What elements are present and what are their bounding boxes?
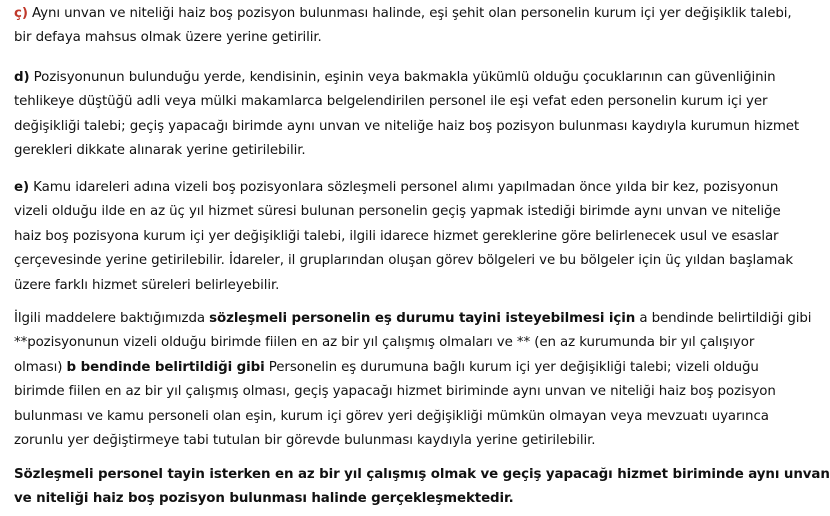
paragraph-summary-line-2: ve niteliği haiz boş pozisyon bulunması halinde gerçekleşmektedir. — [14, 491, 514, 507]
paragraph-e-line-2: vizeli olduğu ilde en az üç yıl hizmet süresi bulunan personelin geçiş yapmak istediği birimde aynı unvan ve niteliğe — [14, 204, 781, 220]
paragraph-d — [14, 66, 800, 164]
paragraph-c-line-1 — [14, 2, 792, 26]
paragraph-ilgili-line-4: birimde fiilen en az bir yıl çalışmış olması, geçiş yapacağı hizmet biriminde aynı unvan ve niteliği haiz boş pozisyon — [14, 384, 776, 400]
paragraph-ilgili-line-2: **pozisyonunun vizeli olduğu birimde fiilen en az bir yıl çalışmış olmaları ve ** (en az kurumunda bir yıl çalışıyor — [14, 335, 755, 351]
paragraph-ilgili-line-6: zorunlu yer değiştirmeye tabi tutulan bir görevde bulunması kaydıyla yerine getirilebilir. — [14, 433, 596, 449]
paragraph-d-line-3: değişikliği talebi; geçiş yapacağı birimde aynı unvan ve niteliğe haiz boş pozisyon bulunması kaydıyla kurumun hizmet — [14, 118, 800, 134]
ilgili-l3-bold: b bendinde belirtildiği gibi — [66, 359, 265, 375]
paragraph-e-marker: e) — [14, 180, 30, 195]
paragraph-d-line-4: gerekleri dikkate alınarak yerine getirilebilir. — [14, 143, 306, 159]
paragraph-ilgili-line-5: bulunması ve kamu personeli olan eşin, kurum içi görev yeri değişikliği mümkün olmayan veya mevzuatı uyarınca — [14, 408, 769, 424]
ilgili-l3-a: olması) — [14, 359, 67, 375]
paragraph-summary-line-1: Sözleşmeli personel tayin isterken en az bir yıl çalışmış olmak ve geçiş yapacağı hizmet biriminde aynı unvan — [14, 467, 830, 482]
paragraph-c-marker: ç) — [14, 6, 28, 21]
paragraph-e-line-1 — [14, 176, 779, 200]
paragraph-ilgili-line-1 — [14, 307, 812, 331]
paragraph-e-line-3: haiz boş pozisyona kurum içi yer değişikliği talebi, ilgili idarece hizmet gereklerine göre belirlenecek usul ve esaslar — [14, 228, 779, 244]
paragraph-e-line-5: üzere farklı hizmet süreleri belirleyebilir. — [14, 277, 280, 293]
ilgili-l1-c: a bendinde belirtildiği gibi — [635, 311, 812, 326]
ilgili-l1-bold: sözleşmeli personelin eş durumu tayini isteyebilmesi için — [209, 311, 636, 326]
paragraph-d-line-2: tehlikeye düştüğü adli veya mülki makamlarca belgelendirilen personel ile eşi vefat eden personelin kurum içi yer — [14, 94, 768, 110]
paragraph-summary — [14, 463, 830, 512]
ilgili-l1-a: İlgili maddelere baktığımızda — [14, 311, 210, 326]
paragraph-d-marker: d) — [14, 70, 30, 85]
paragraph-c — [14, 2, 792, 51]
ilgili-l3-c: Personelin eş durumuna bağlı kurum içi yer değişikliği talebi; vizeli olduğu — [264, 359, 759, 375]
paragraph-d-line-1 — [14, 66, 776, 90]
paragraph-d-text-1: Pozisyonunun bulunduğu yerde, kendisinin, eşinin veya bakmakla yükümlü olduğu çocuklarının can güvenliğinin — [29, 70, 776, 85]
paragraph-e-text-1: Kamu idareleri adına vizeli boş pozisyonlara sözleşmeli personel alımı yapılmadan önce yılda bir kez, pozisyonun — [29, 180, 779, 195]
paragraph-ilgili — [14, 307, 812, 453]
paragraph-c-line-2: bir defaya mahsus olmak üzere yerine getirilir. — [14, 30, 322, 46]
paragraph-e — [14, 176, 793, 298]
paragraph-c-text-1: Aynı unvan ve niteliği haiz boş pozisyon bulunması halinde, eşi şehit olan personelin kurum içi yer değişiklik talebi, — [27, 6, 792, 21]
paragraph-ilgili-line-3 — [14, 356, 770, 380]
paragraph-e-line-4: çerçevesinde yerine getirilebilir. İdareler, il gruplarından oluşan görev bölgeleri ve bu bölgeler için üç yıldan başlamak — [14, 253, 793, 269]
